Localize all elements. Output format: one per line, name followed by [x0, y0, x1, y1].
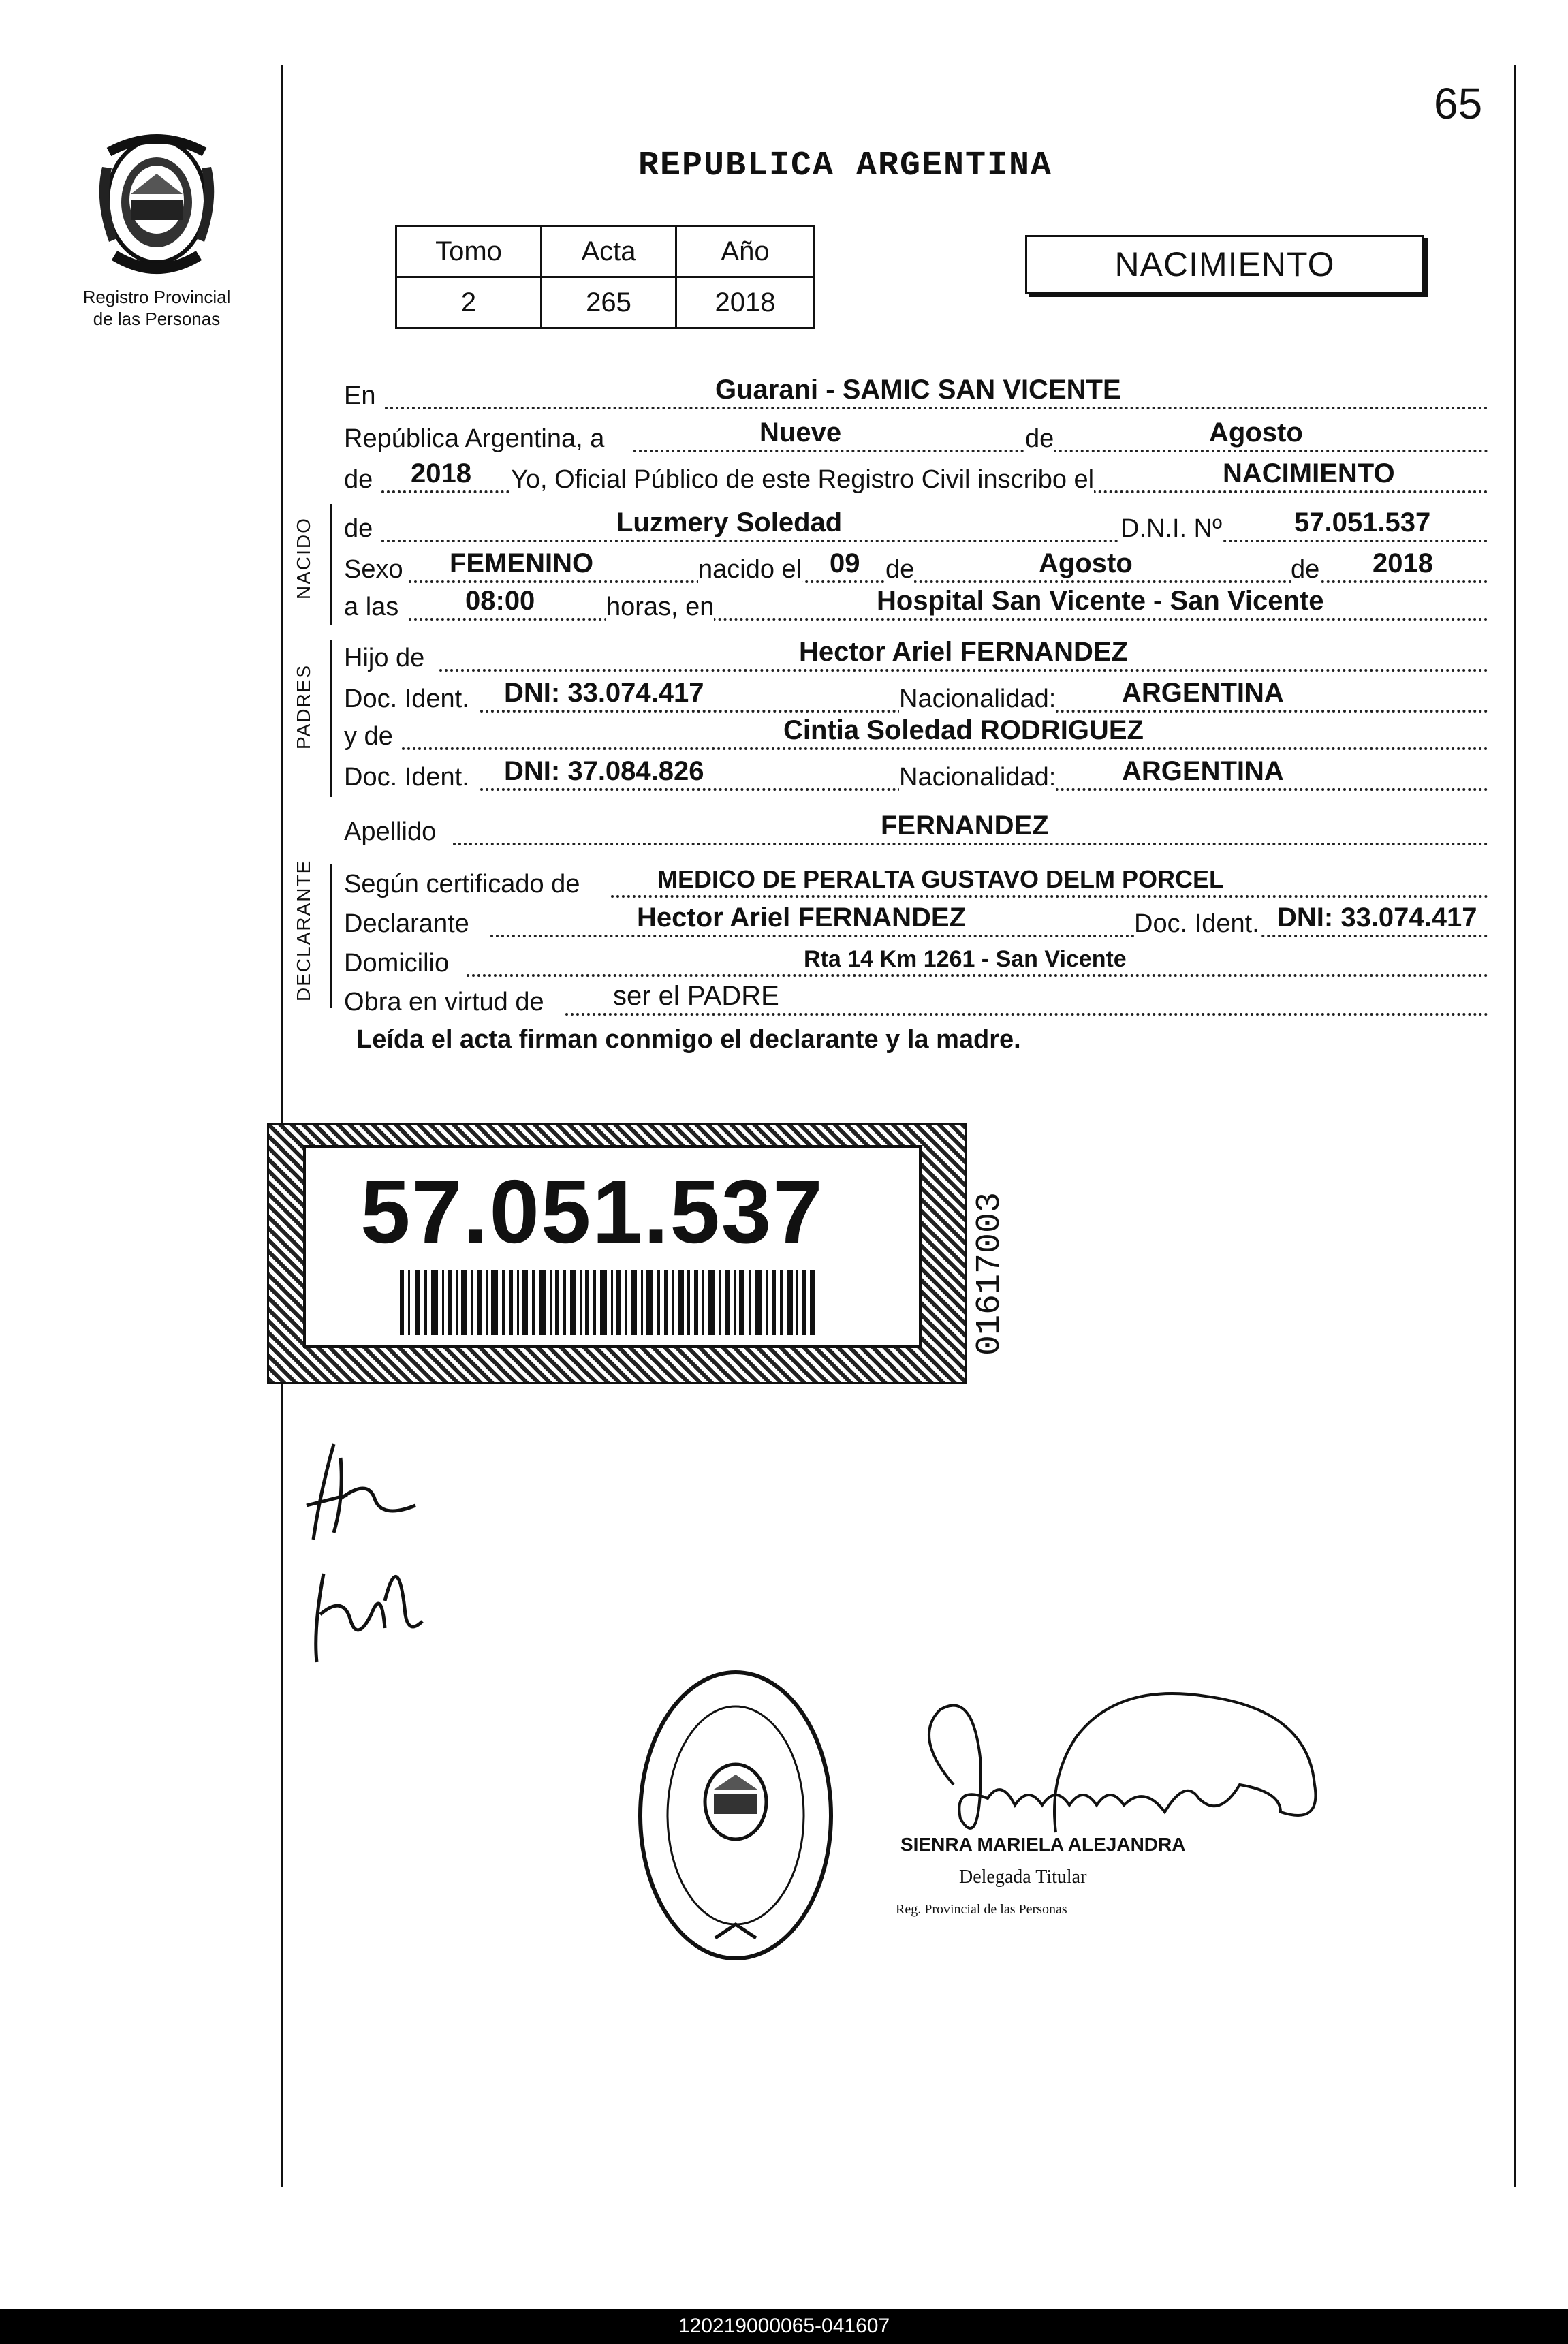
dotted-line: [409, 618, 1488, 621]
row-nacido-name: [344, 504, 1488, 548]
barcode-icon: [400, 1270, 815, 1335]
birth-year: 2018: [1373, 548, 1433, 578]
dotted-line: [611, 895, 1488, 898]
declarante-name: Hector Ariel FERNANDEZ: [637, 903, 967, 933]
doc-ident-label: Doc. Ident.: [344, 763, 469, 792]
right-margin-line: [1514, 65, 1516, 2187]
acta-header-tomo: Tomo: [396, 226, 542, 277]
dotted-line: [381, 540, 1488, 542]
row-place: [344, 371, 1488, 415]
nacionalidad-label: Nacionalidad:: [899, 685, 1056, 713]
dotted-line: [402, 747, 1488, 750]
year-value: 2018: [411, 458, 471, 488]
inscribo-text: Yo, Oficial Público de este Registro Civil inscribo el: [511, 465, 1095, 494]
mother-doc: DNI: 37.084.826: [504, 756, 704, 786]
place-value: Guarani - SAMIC SAN VICENTE: [715, 375, 1121, 405]
de-label: de: [344, 465, 373, 494]
doc-ident-label: Doc. Ident.: [344, 685, 469, 713]
acta-value-ano: 2018: [676, 277, 815, 328]
sexo-label: Sexo: [344, 555, 403, 584]
de-label: de: [1025, 424, 1054, 453]
obra-label: Obra en virtud de: [344, 988, 544, 1016]
row-mother-doc: [344, 753, 1488, 796]
dotted-line: [633, 450, 1488, 452]
row-nacido-time: [344, 582, 1488, 626]
registry-name: [61, 286, 252, 330]
declarante-section-bar: [330, 864, 332, 1008]
registry-line-2: de las Personas: [93, 309, 221, 329]
day-words: Nueve: [759, 418, 842, 448]
official-signature-icon: [899, 1683, 1335, 1887]
acta-header-acta: Acta: [542, 226, 676, 277]
mother-name: Cintia Soledad RODRIGUEZ: [783, 715, 1144, 745]
acta-table-value-row: [396, 277, 815, 328]
doc-ident-label: Doc. Ident.: [1134, 909, 1259, 938]
child-dni: 57.051.537: [1294, 507, 1431, 537]
father-name: Hector Ariel FERNANDEZ: [799, 637, 1129, 667]
country-title: REPUBLICA ARGENTINA: [638, 146, 1053, 185]
nacido-section-label: NACIDO: [293, 517, 314, 599]
month-value: Agosto: [1209, 418, 1303, 448]
padres-section-bar: [330, 640, 332, 797]
birth-time: 08:00: [465, 586, 535, 616]
dni-sticker: [267, 1123, 967, 1384]
acta-value-tomo: 2: [396, 277, 542, 328]
horas-label: horas, en: [606, 593, 715, 621]
row-mother: [344, 712, 1488, 755]
certificado-value: MEDICO DE PERALTA GUSTAVO DELM PORCEL: [657, 865, 1225, 893]
acta-value-acta: 265: [542, 277, 676, 328]
dotted-line: [467, 974, 1488, 977]
birth-day: 09: [830, 548, 860, 578]
acta-table: [395, 225, 815, 329]
dotted-line: [439, 669, 1488, 672]
page-number: 65: [1434, 79, 1483, 128]
en-label: En: [344, 381, 376, 410]
child-name: Luzmery Soledad: [616, 507, 843, 537]
nacido-label: nacido el: [698, 555, 802, 584]
inscribo-value: NACIMIENTO: [1223, 458, 1395, 488]
row-father: [344, 634, 1488, 677]
declarante-section-label: DECLARANTE: [293, 859, 314, 1001]
row-domicilio: [344, 939, 1488, 982]
footer-code: 120219000065-041607: [0, 2309, 1568, 2344]
domicilio-label: Domicilio: [344, 949, 450, 978]
official-subtitle: Reg. Provincial de las Personas: [896, 1902, 1067, 1917]
mother-nationality: ARGENTINA: [1122, 756, 1284, 786]
republica-label: República Argentina, a: [344, 424, 605, 453]
registry-line-1: Registro Provincial: [82, 287, 231, 307]
apellido-label: Apellido: [344, 817, 437, 846]
row-certificado: [344, 860, 1488, 903]
acta-table-header-row: [396, 226, 815, 277]
de-label: de: [344, 514, 373, 543]
apellido-value: FERNANDEZ: [881, 811, 1049, 841]
official-name: SIENRA MARIELA ALEJANDRA: [900, 1834, 1186, 1855]
acta-header-ano: Año: [676, 226, 815, 277]
closing-statement: Leída el acta firman conmigo el declarante y la madre.: [356, 1025, 1021, 1054]
dni-sticker-number: 57.051.537: [360, 1161, 824, 1262]
row-apellido: [344, 807, 1488, 851]
de-label: de: [1291, 555, 1320, 584]
birth-place: Hospital San Vicente - San Vicente: [877, 586, 1324, 616]
dotted-line: [490, 935, 1488, 937]
dotted-line: [565, 1013, 1488, 1016]
yde-label: y de: [344, 722, 393, 751]
dotted-line: [453, 843, 1488, 845]
dotted-line: [385, 407, 1488, 409]
certificado-label: Según certificado de: [344, 870, 580, 898]
declarante-label: Declarante: [344, 909, 469, 938]
hijo-label: Hijo de: [344, 644, 425, 672]
father-doc: DNI: 33.074.417: [504, 678, 704, 708]
padres-section-label: PADRES: [293, 663, 314, 749]
dni-sticker-label: [303, 1145, 922, 1348]
official-title: Delegada Titular: [959, 1866, 1087, 1888]
sticker-side-code: 01617003: [971, 1191, 1009, 1356]
obra-value: ser el PADRE: [613, 981, 779, 1011]
de-label: de: [885, 555, 915, 584]
nacionalidad-label: Nacionalidad:: [899, 763, 1056, 792]
sexo-value: FEMENINO: [450, 548, 594, 578]
handwritten-signature-icon: [303, 1533, 433, 1669]
birth-month: Agosto: [1039, 548, 1133, 578]
official-stamp-icon: [633, 1666, 838, 1965]
row-date: [344, 414, 1488, 458]
declarante-doc: DNI: 33.074.417: [1277, 903, 1477, 933]
row-declarante: [344, 899, 1488, 943]
handwritten-initials-icon: [293, 1431, 429, 1546]
nacido-section-bar: [330, 504, 332, 625]
row-obra: [344, 978, 1488, 1021]
province-seal-logo: [89, 126, 225, 283]
domicilio-value: Rta 14 Km 1261 - San Vicente: [804, 946, 1127, 972]
row-year: [344, 455, 1488, 499]
father-nationality: ARGENTINA: [1122, 678, 1284, 708]
alas-label: a las: [344, 593, 399, 621]
document-type-box: NACIMIENTO: [1025, 235, 1424, 294]
dni-label: D.N.I. Nº: [1120, 514, 1222, 543]
